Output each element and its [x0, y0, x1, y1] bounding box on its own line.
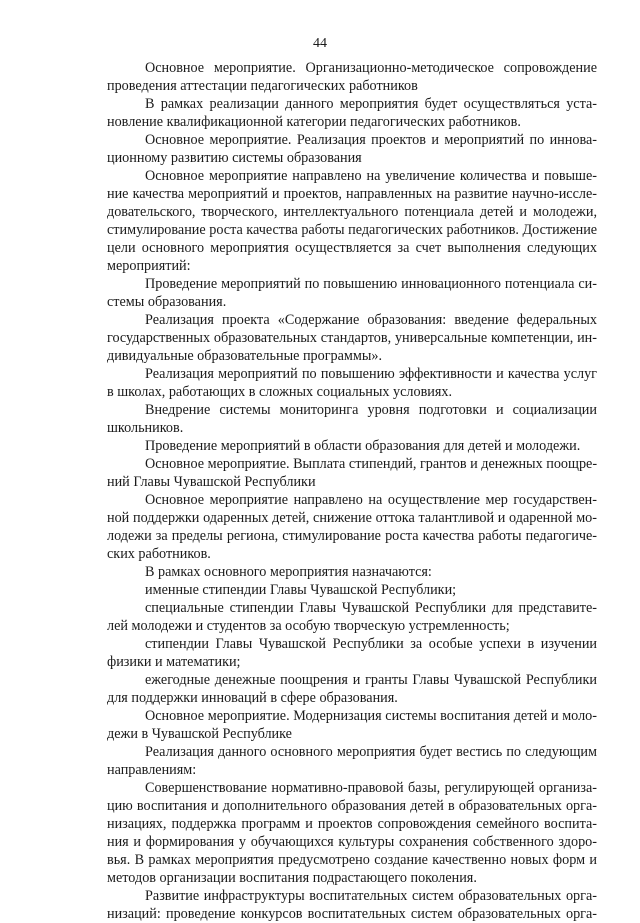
text-line: цию воспитания и дополнительного образования детей в образовательных орга- — [107, 798, 597, 814]
page-number: 44 — [313, 36, 327, 51]
text-line: именные стипендии Главы Чувашской Республики; — [145, 582, 457, 598]
text-line: стимулирование роста качества работы педагогических работников. Достижение — [107, 222, 598, 238]
text-line: Проведение мероприятий по повышению инновационного потенциала си- — [145, 276, 597, 292]
text-line: довательского, творческого, интеллектуального потенциала детей и молодежи, — [107, 204, 597, 220]
text-line: в школах, работающих в сложных социальных условиях. — [107, 384, 453, 400]
text-line: Внедрение системы мониторинга уровня подготовки и социализации — [145, 402, 597, 418]
text-line: цели основного мероприятия осуществляется за счет выполнения следующих — [107, 240, 597, 256]
text-line: стипендии Главы Чувашской Республики за особые успехи в изучении — [145, 636, 597, 652]
text-line: школьников. — [107, 420, 184, 436]
text-line: Проведение мероприятий в области образования для детей и молодежи. — [145, 438, 581, 454]
text-line: Основное мероприятие направлено на осуществление мер государствен- — [145, 492, 597, 508]
text-line: Реализация мероприятий по повышению эффективности и качества услуг — [145, 366, 597, 382]
text-line: физики и математики; — [107, 654, 241, 670]
text-line: проведения аттестации педагогических работников — [107, 78, 418, 94]
text-line: дивидуальные образовательные программы». — [107, 348, 383, 364]
text-line: вья. В рамках мероприятия предусмотрено создание качественно новых форм и — [107, 852, 597, 868]
text-line: дежи в Чувашской Республике — [107, 726, 292, 742]
text-line: методов организации воспитания подрастающего поколения. — [107, 870, 477, 886]
text-line: Реализация проекта «Содержание образования: введение федеральных — [145, 312, 597, 328]
text-line: Основное мероприятие. Выплата стипендий, грантов и денежных поощре- — [145, 456, 598, 472]
text-line: ние качества мероприятий и проектов, направленных на развитие научно-иссле- — [107, 186, 597, 202]
text-line: мероприятий: — [107, 258, 191, 274]
text-line: В рамках реализации данного мероприятия будет осуществляться уста- — [145, 96, 597, 112]
text-line: Основное мероприятие. Модернизация системы воспитания детей и моло- — [145, 708, 597, 724]
text-line: государственных образовательных стандартов, универсальные компетенции, ин- — [107, 330, 597, 346]
text-line: специальные стипендии Главы Чувашской Республики для представите- — [145, 600, 597, 616]
text-line: Основное мероприятие. Реализация проектов и мероприятий по иннова- — [145, 132, 597, 148]
text-line: ной поддержки одаренных детей, снижение оттока талантливой и одаренной мо- — [107, 510, 597, 526]
text-line: низаций: проведение конкурсов воспитательных систем образовательных орга- — [107, 906, 597, 922]
text-line: ежегодные денежные поощрения и гранты Главы Чувашской Республики — [145, 672, 597, 688]
text-line: направлениям: — [107, 762, 197, 778]
text-line: Основное мероприятие направлено на увеличение количества и повыше- — [145, 168, 597, 184]
text-line: Совершенствование нормативно-правовой базы, регулирующей организа- — [145, 780, 597, 796]
text-line: для поддержки инноваций в сфере образования. — [107, 690, 398, 706]
text-line: стемы образования. — [107, 294, 227, 310]
text-line: Основное мероприятие. Организационно-методическое сопровождение — [145, 60, 597, 76]
text-line: ских работников. — [107, 546, 211, 562]
body-text — [107, 59, 597, 923]
text-line: ния и формирования у обучающихся культуры сохранения собственного здоро- — [107, 834, 597, 850]
text-line: новление квалификационной категории педагогических работников. — [107, 114, 521, 130]
text-line: ционному развитию системы образования — [107, 150, 362, 166]
text-line: ний Главы Чувашской Республики — [107, 474, 316, 490]
text-line: лодежи за пределы региона, стимулирование роста качества работы педагогиче- — [107, 528, 597, 544]
text-line: низациях, поддержка программ и проектов сопровождения семейного воспита- — [107, 816, 597, 832]
text-line: Развитие инфраструктуры воспитательных систем образовательных орга- — [145, 888, 597, 904]
text-line: Реализация данного основного мероприятия будет вестись по следующим — [145, 744, 597, 760]
text-line: В рамках основного мероприятия назначаются: — [145, 564, 432, 580]
text-line: лей молодежи и студентов за особую творческую устремленность; — [107, 618, 510, 634]
